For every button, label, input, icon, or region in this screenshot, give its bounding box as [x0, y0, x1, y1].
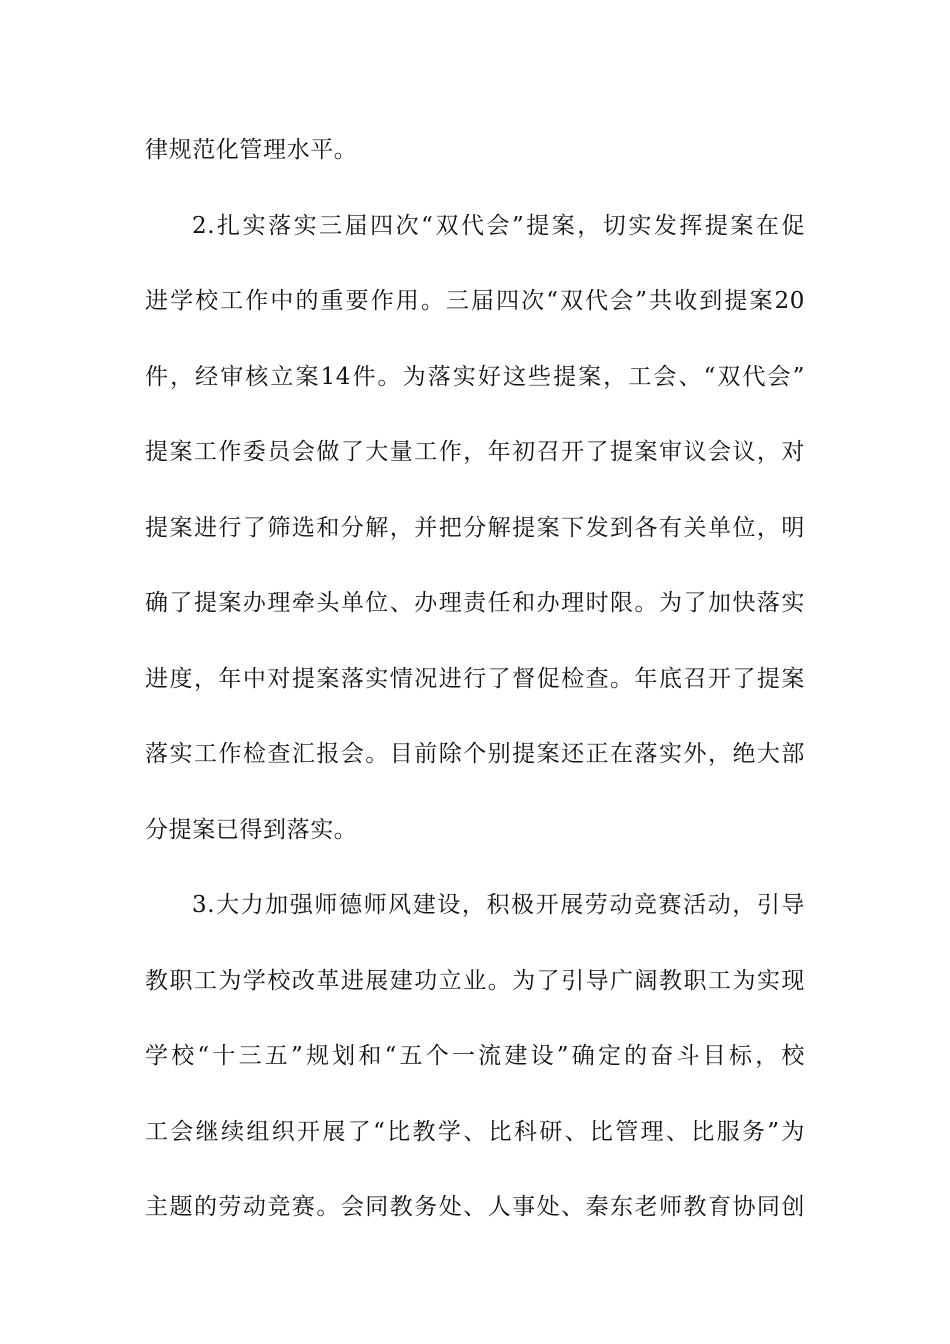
- paragraph-3-line-2: 教职工为学校改革进展建功立业。为了引导广阔教职工为实现: [145, 968, 805, 994]
- paragraph-2-line-9: 分提案已得到落实。: [145, 817, 358, 843]
- paragraph-3-line-5: 主题的劳动竞赛。会同教务处、人事处、秦东老师教育协同创: [145, 1194, 805, 1220]
- paragraph-3-line-3: 学校“十三五”规划和“五个一流建设”确定的奋斗目标，校: [145, 1043, 805, 1069]
- paragraph-2-line-1: 2.扎实落实三届四次“双代会”提案，切实发挥提案在促: [192, 213, 805, 239]
- paragraph-2-line-4: 提案工作委员会做了大量工作，年初召开了提案审议会议，对: [145, 439, 805, 465]
- paragraph-2-line-8: 落实工作检查汇报会。目前除个别提案还正在落实外，绝大部: [145, 741, 805, 767]
- paragraph-3-line-4: 工会继续组织开展了“比教学、比科研、比管理、比服务”为: [145, 1119, 805, 1145]
- paragraph-2-line-2: 进学校工作中的重要作用。三届四次“双代会”共收到提案20: [145, 288, 805, 314]
- paragraph-2-line-6: 确了提案办理牵头单位、办理责任和办理时限。为了加快落实: [145, 590, 805, 616]
- paragraph-1-line-1: 律规范化管理水平。: [145, 137, 358, 163]
- paragraph-2-line-3: 件，经审核立案14件。为落实好这些提案，工会、“双代会”: [145, 364, 805, 390]
- paragraph-2-line-7: 进度，年中对提案落实情况进行了督促检查。年底召开了提案: [145, 666, 805, 692]
- paragraph-2-line-5: 提案进行了筛选和分解，并把分解提案下发到各有关单位，明: [145, 515, 805, 541]
- paragraph-3-line-1: 3.大力加强师德师风建设，积极开展劳动竞赛活动，引导: [192, 892, 805, 918]
